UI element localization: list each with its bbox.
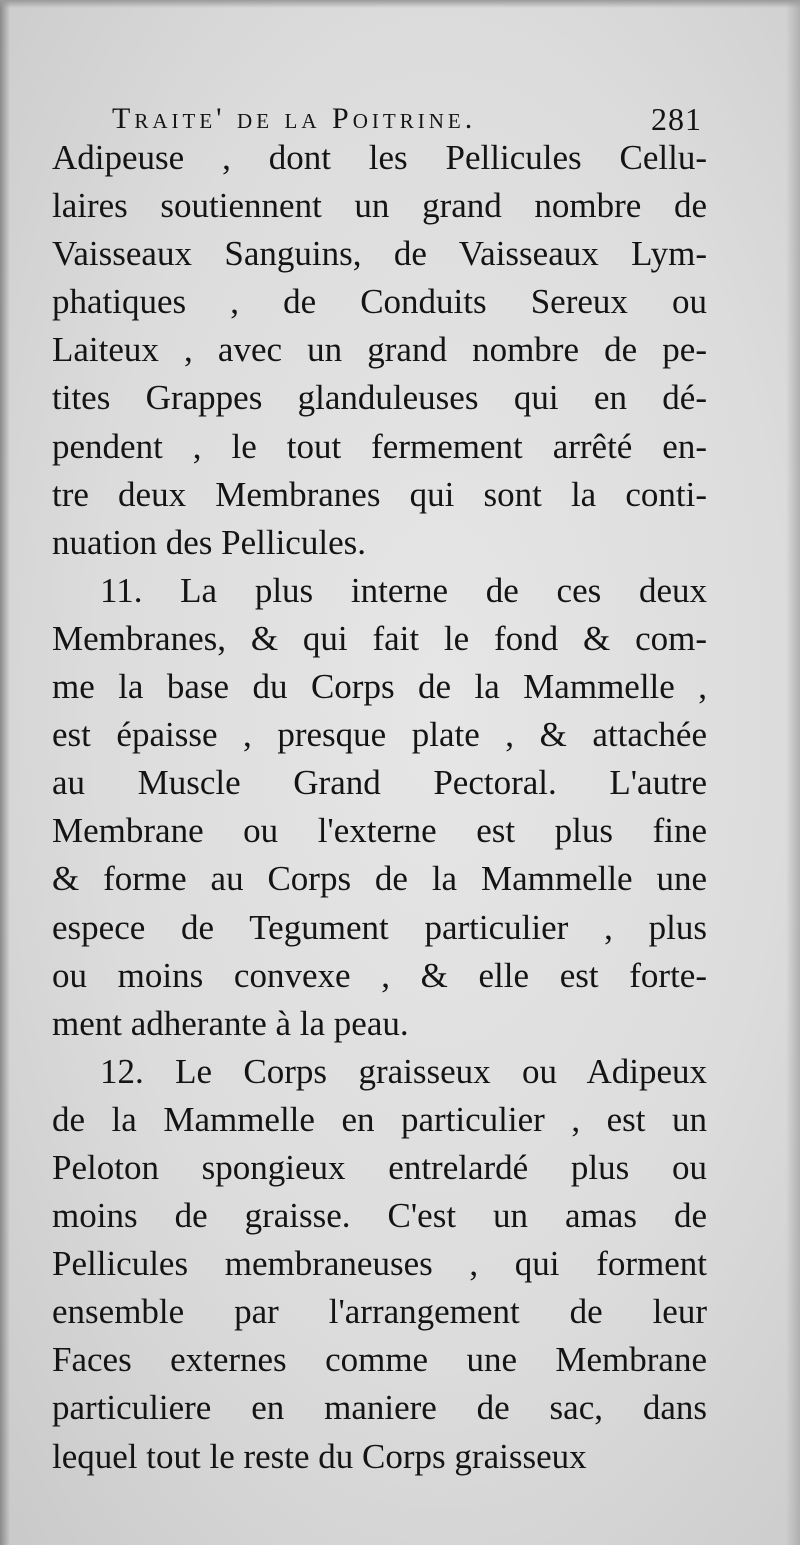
text-line: Faces externes comme une Membrane [52, 1340, 707, 1380]
text-line: & forme au Corps de la Mammelle une [52, 859, 707, 899]
text-line: au Muscle Grand Pectoral. L'autre [52, 763, 707, 803]
text-line: pendent , le tout fermement arrêté en- [52, 426, 707, 466]
text-line: est épaisse , presque plate , & attachée [52, 715, 707, 755]
paragraph-last-line: nuation des Pellicules. [52, 522, 366, 562]
text-line: espece de Tegument particulier , plus [52, 907, 707, 947]
text-line: Membrane ou l'externe est plus fine [52, 811, 707, 851]
text-line: me la base du Corps de la Mammelle , [52, 667, 707, 707]
text-line: tre deux Membranes qui sont la conti- [52, 474, 707, 514]
page-edge-shadow-right [786, 0, 800, 1545]
paragraph-last-line: ment adherante à la peau. [52, 1003, 409, 1043]
text-line: ou moins convexe , & elle est forte- [52, 955, 707, 995]
text-line: Vaisseaux Sanguins, de Vaisseaux Lym- [52, 234, 707, 274]
paragraph-11-first-line: 11. La plus interne de ces deux [100, 570, 707, 610]
text-line: Laiteux , avec un grand nombre de pe- [52, 330, 707, 370]
text-line: Membranes, & qui fait le fond & com- [52, 618, 707, 658]
text-line: Peloton spongieux entrelardé plus ou [52, 1147, 707, 1187]
text-line: tites Grappes glanduleuses qui en dé- [52, 378, 707, 418]
paragraph-12-first-line: 12. Le Corps graisseux ou Adipeux [100, 1051, 707, 1091]
text-line: Pellicules membraneuses , qui forment [52, 1244, 707, 1284]
text-line: particuliere en maniere de sac, dans [52, 1388, 707, 1428]
page-number: 281 [651, 101, 702, 137]
text-line: lequel tout le reste du Corps graisseux [52, 1436, 587, 1476]
body-text [52, 134, 707, 1481]
text-line: phatiques , de Conduits Sereux ou [52, 282, 707, 322]
text-line: de la Mammelle en particulier , est un [52, 1099, 707, 1139]
text-line: ensemble par l'arrangement de leur [52, 1292, 707, 1332]
page-edge-shadow-top [0, 0, 800, 8]
page-edge-shadow-left [0, 0, 10, 1545]
text-line: laires soutiennent un grand nombre de [52, 186, 707, 226]
text-line: Adipeuse , dont les Pellicules Cellu- [52, 138, 707, 177]
running-title: Traite' de la Poitrine. [112, 102, 477, 135]
text-line: moins de graisse. C'est un amas de [52, 1196, 707, 1236]
